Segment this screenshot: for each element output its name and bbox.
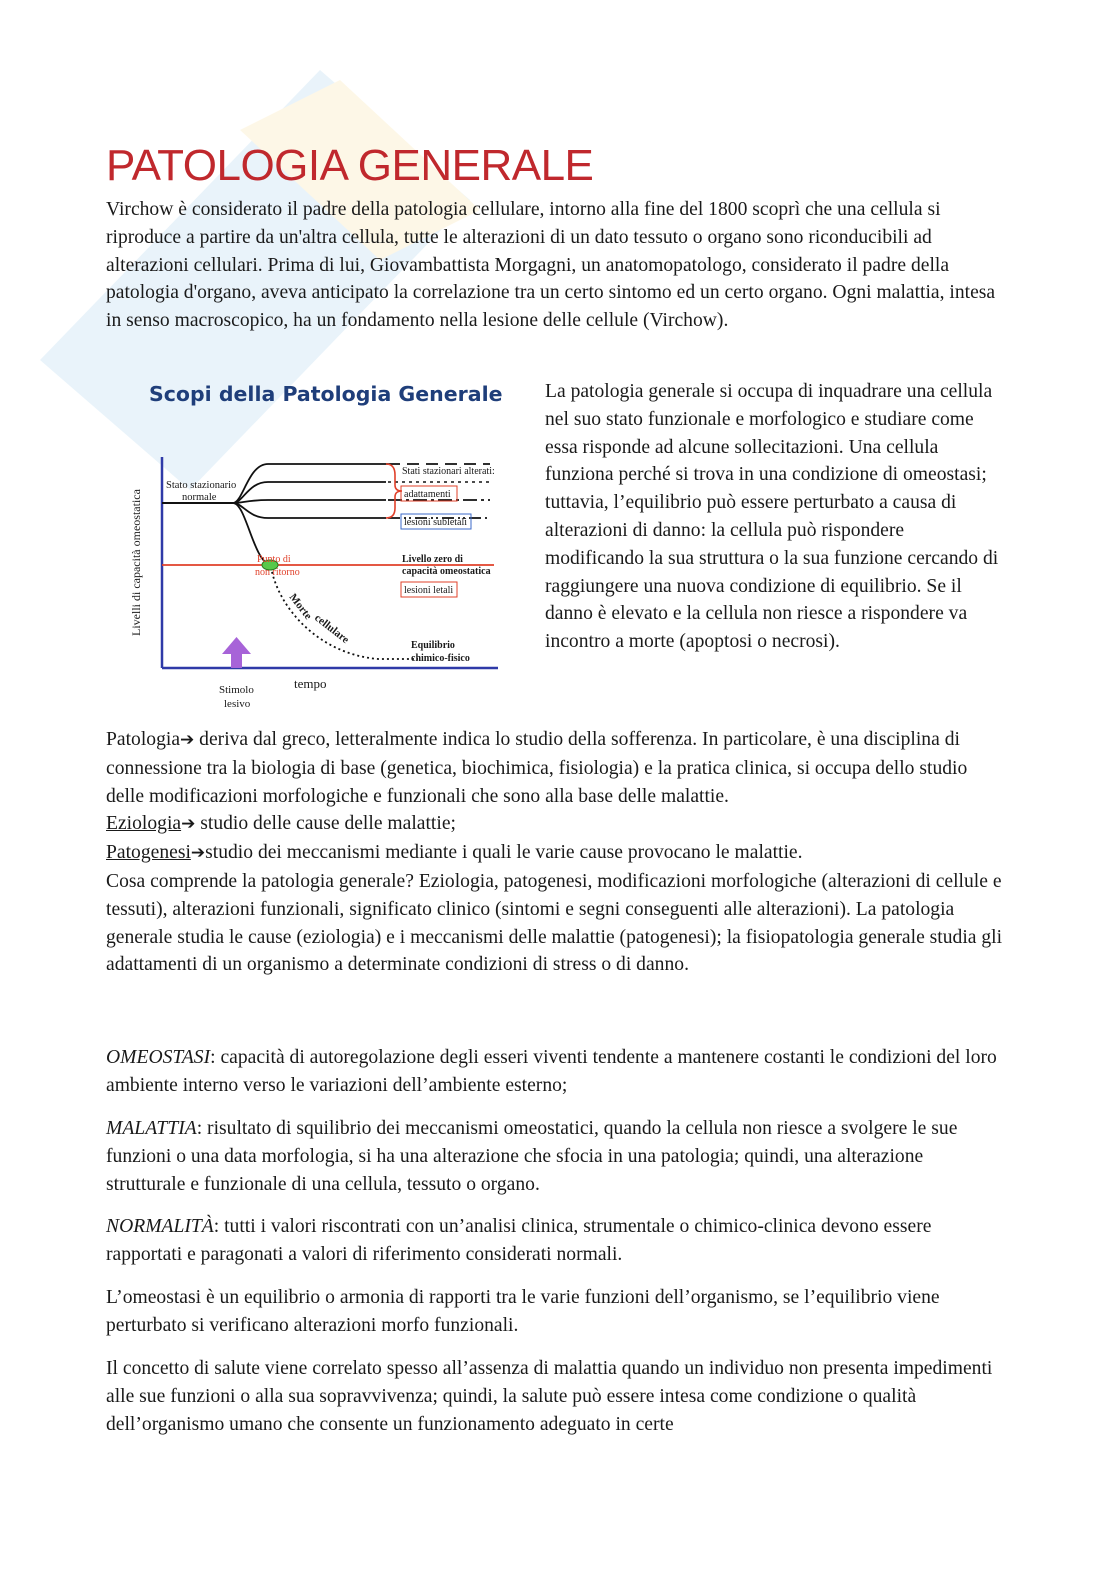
label-stato-normale-2: normale (182, 492, 217, 503)
label-equilibrio-2: chimico-fisico (411, 653, 470, 664)
patogenesi-text: studio dei meccanismi mediante i quali le varie cause provocano le malattie. (205, 842, 803, 864)
salute-paragraph: Il concetto di salute viene correlato spesso all’assenza di malattia quando un individuo non presenta impedimenti alle sue funzioni o alla sua sopravvivenza; quindi, la salute può essere intesa come condizione o qualità dell’organismo umano che consente un funzionamento adeguato in certe (106, 1358, 993, 1435)
intro-paragraph: Virchow è considerato il padre della patologia cellulare, intorno alla fine del 1800 scoprì che una cellula si riproduce a partire da un'altra cellula, tutte le alterazioni di un dato tessuto o organo sono riconducibili ad alterazioni cellulari. Prima di lui, Giovambattista Morgagni, un anatomopatologo, considerato il padre della patologia d'organo, aveva anticipato la correlazione tra un certo sintomo ed un certo organo. Ogni malattia, intesa in senso macroscopico, ha un fondamento nella lesione delle cellule (Virchow). (106, 199, 996, 332)
term-eziologia: Eziologia (106, 813, 182, 835)
term-omeostasi: OMEOSTASI (106, 1047, 211, 1068)
definitions-block (106, 726, 1006, 979)
label-lesioni-subletali: lesioni subletali (404, 517, 468, 528)
arrow-icon: ➔ (180, 730, 195, 750)
label-y-axis: Livelli di capacità omeostatica (129, 489, 143, 636)
page-title: PATOLOGIA GENERALE (106, 141, 594, 190)
label-adattamenti: adattamenti (404, 489, 451, 500)
eziologia-definition (106, 810, 1006, 839)
label-stati-alterati: Stati stazionari alterati: (402, 466, 495, 477)
figure-scopi-patologia (118, 372, 528, 717)
term-patogenesi: Patogenesi (106, 842, 191, 864)
cosa-comprende-paragraph: Cosa comprende la patologia generale? Eziologia, patogenesi, modificazioni morfologiche (alterazioni di cellule e tessuti), alterazioni funzionali, significato clinico (sintomi e segni conseguenti alle alterazioni). La patologia generale studia le cause (eziologia) e i meccanismi delle malattie (patogenesi); la fisiopatologia generale studia gli adattamenti di un organismo a determinate condizioni di stress o di danno. (106, 870, 1003, 976)
label-equilibrio-1: Equilibrio (411, 640, 455, 651)
figure-side-paragraph: La patologia generale si occupa di inquadrare una cellula nel suo stato funzionale e morfologico e studiare come essa risponde ad alcune sollecitazioni. Una cellula funziona perché si trova in una condizione di omeostasi; tuttavia, l’equilibrio può essere perturbato a causa di alterazioni di danno: la cellula può rispondere modificando la sua struttura o la sua funzione cercando di raggiungere una nuova condizione di equilibrio. Se il danno è elevato e la cellula non riesce a rispondere va incontro a morte (apoptosi o necrosi). (545, 381, 999, 653)
omeostasi-paragraph: L’omeostasi è un equilibrio o armonia di rapporti tra le varie funzioni dell’organismo, se l’equilibrio viene perturbato si verificano alterazioni morfo funzionali. (106, 1287, 940, 1336)
normalita-definition (106, 1213, 1006, 1269)
arrow-icon: ➔ (181, 814, 196, 835)
patogenesi-definition (106, 839, 1006, 868)
eziologia-text: studio delle cause delle malattie; (200, 813, 456, 835)
death-curve (271, 567, 418, 659)
label-stimolo-2: lesivo (224, 698, 251, 710)
label-punto-non-ritorno-2: non ritorno (255, 567, 300, 578)
label-livello-zero-2: capacità omeostatica (402, 566, 491, 577)
label-lesioni-letali: lesioni letali (404, 585, 454, 596)
patologia-text: deriva dal greco, letteralmente indica lo studio della sofferenza. In particolare, è una disciplina di connessione tra la biologia di base (genetica, biochimica, fisiologia) e la pratica clinica, si occupa dello studio delle modificazioni morfologiche e funzionali che sono alla base delle malattie. (106, 729, 968, 807)
label-cellulare: cellulare (312, 611, 352, 647)
omeostasi-definition (106, 1044, 1006, 1100)
curve-altered-1 (233, 464, 386, 503)
term-patologia: Patologia (106, 729, 181, 750)
term-normalita: NORMALITÀ (106, 1216, 214, 1237)
curve-altered-3 (233, 500, 386, 503)
term-malattia: MALATTIA (106, 1118, 197, 1139)
normalita-text: : tutti i valori riscontrati con un’analisi clinica, strumentale o chimico-clinica devono essere rapportati e paragonati a valori di riferimento considerati normali. (106, 1216, 932, 1265)
malattia-text: : risultato di squilibrio dei meccanismi omeostatici, quando la cellula non riesce a svolgere le sue funzioni o una data morfologia, si ha una alterazione che sfocia in una patologia; quindi, una alterazione strutturale e funzionale di una cellula, tessuto o organo. (106, 1118, 958, 1195)
stimulus-arrow-shaft (231, 652, 242, 668)
omeostasi-text: : capacità di autoregolazione degli esseri viventi tendente a mantenere costanti le condizioni del loro ambiente interno verso le variazioni dell’ambiente esterno; (106, 1047, 997, 1096)
malattia-definition (106, 1115, 1006, 1198)
label-stato-normale-1: Stato stazionario (166, 480, 237, 491)
arrow-icon: ➔ (190, 843, 206, 864)
label-punto-non-ritorno-1: Punto di (257, 554, 291, 565)
stimulus-arrow-head (222, 637, 251, 654)
patologia-definition (106, 726, 1006, 810)
label-livello-zero-1: Livello zero di (402, 554, 463, 565)
curve-altered-4 (233, 503, 386, 518)
red-brace (386, 464, 402, 518)
figure-title: Scopi della Patologia Generale (149, 382, 503, 406)
label-stimolo-1: Stimolo (219, 684, 254, 696)
label-tempo: tempo (294, 676, 327, 691)
label-morte: Morte (286, 591, 315, 622)
